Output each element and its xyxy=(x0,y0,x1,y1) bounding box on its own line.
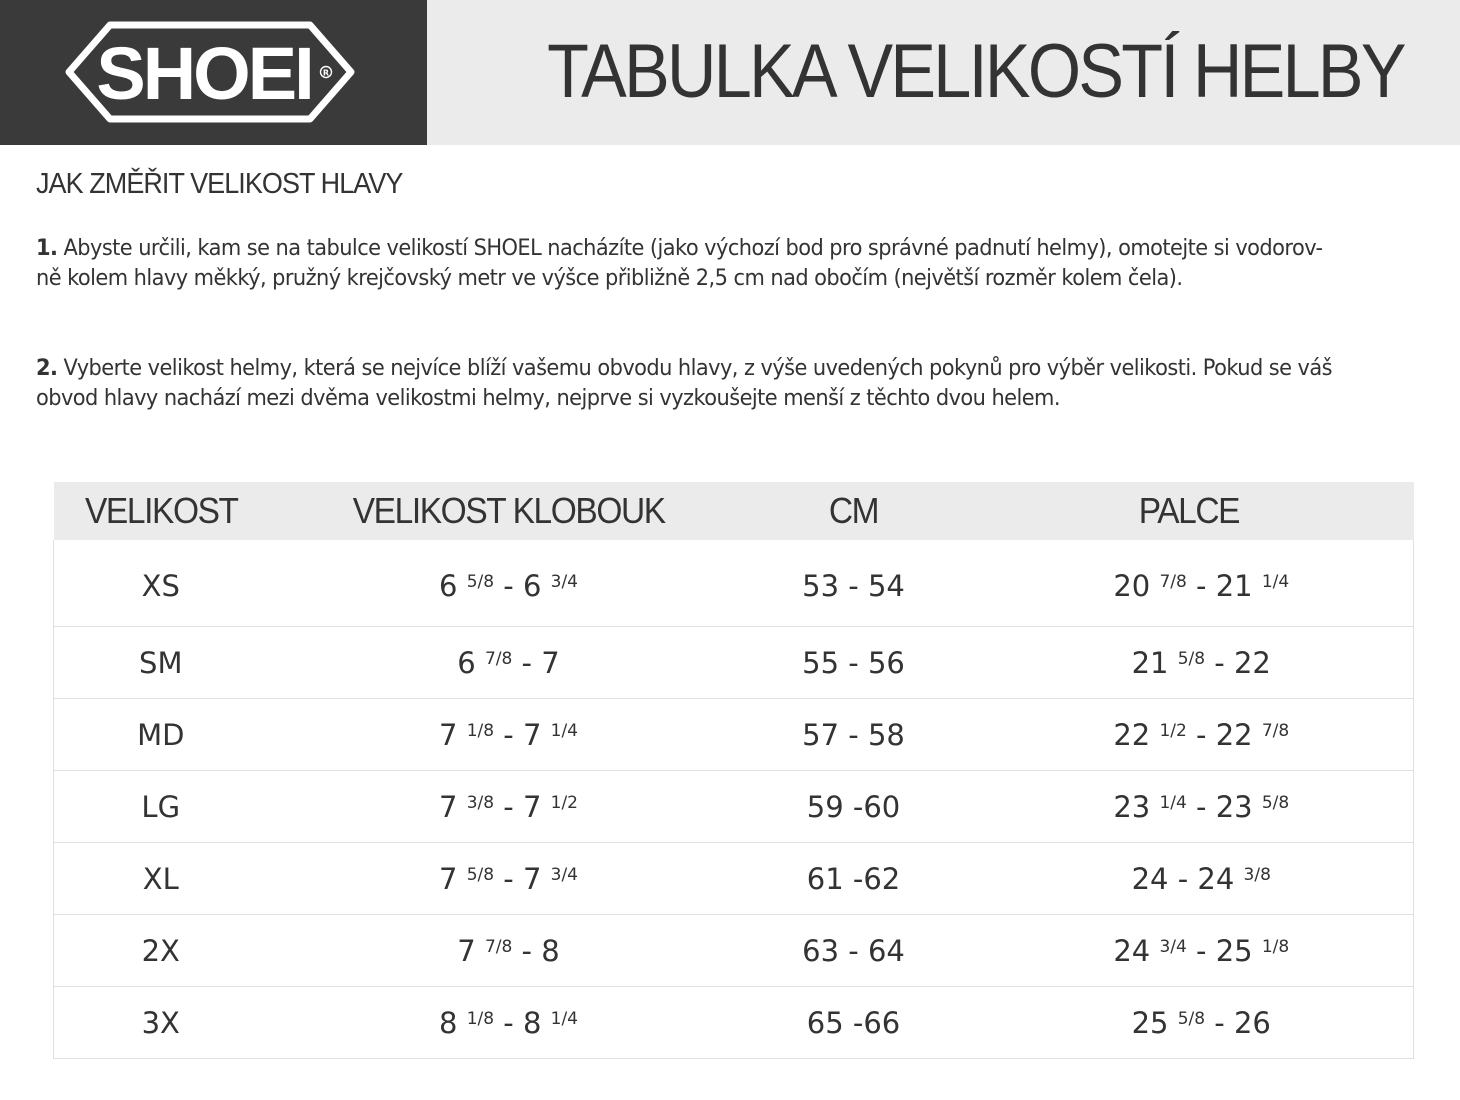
integer-value: 22 xyxy=(1113,717,1151,752)
integer-value: 25 xyxy=(1131,1005,1169,1040)
cell-palce: 23 $^{1/4}$ - 23 $^{5/8}$ xyxy=(964,771,1414,843)
fraction-value: 1/8 xyxy=(1261,936,1290,957)
integer-value: 7 xyxy=(522,789,542,824)
integer-value: 22 xyxy=(1233,645,1271,680)
fraction-value: 7/8 xyxy=(484,936,513,957)
cell-palce: 24 - 24 $^{3/8}$ xyxy=(964,843,1414,915)
step-number: 1. xyxy=(36,235,58,261)
integer-value: 6 xyxy=(522,569,542,603)
fraction-value: 1/2 xyxy=(550,792,578,813)
table-header-row xyxy=(54,482,1414,540)
page-title: TABULKA VELIKOSTÍ HELBY xyxy=(547,29,1404,114)
logo-text: SHOEI xyxy=(96,32,312,115)
integer-value: 6 xyxy=(457,645,476,680)
cell-cm: 57 - 58 xyxy=(744,699,964,771)
cell-hat-size: 6 $^{5/8}$ - 6 $^{3/4}$ xyxy=(274,540,744,627)
table-body xyxy=(54,540,1414,1059)
integer-value: 6 xyxy=(439,569,458,603)
cell-hat-size: 7 $^{7/8}$ - 8 xyxy=(274,915,744,987)
fraction-value: 1/8 xyxy=(466,720,495,741)
cell-cm: 59 -60 xyxy=(744,771,964,843)
fraction-value: 5/8 xyxy=(1177,1008,1206,1029)
integer-value: 23 xyxy=(1113,789,1151,824)
cell-size: XS xyxy=(54,540,274,627)
cell-cm: 53 - 54 xyxy=(744,540,964,627)
step-number: 2. xyxy=(36,355,58,381)
fraction-value: 7/8 xyxy=(484,648,513,669)
column-header-cm: CM xyxy=(744,482,964,540)
cell-palce: 20 $^{7/8}$ - 21 $^{1/4}$ xyxy=(964,540,1414,627)
integer-value: 24 xyxy=(1113,933,1151,968)
column-header-velikost: VELIKOST xyxy=(54,482,274,540)
fraction-value: 1/8 xyxy=(466,1008,495,1029)
integer-value: 24 xyxy=(1197,861,1235,896)
fraction-value: 1/4 xyxy=(550,1008,578,1029)
integer-value: 24 xyxy=(1131,861,1169,896)
cell-cm: 63 - 64 xyxy=(744,915,964,987)
table-row xyxy=(54,843,1414,915)
integer-value: 7 xyxy=(541,645,560,680)
integer-value: 7 xyxy=(439,789,458,824)
cell-hat-size: 6 $^{7/8}$ - 7 xyxy=(274,627,744,699)
table-row xyxy=(54,699,1414,771)
cell-palce: 24 $^{3/4}$ - 25 $^{1/8}$ xyxy=(964,915,1414,987)
integer-value: 8 xyxy=(541,933,560,968)
integer-value: 21 xyxy=(1215,569,1253,603)
column-header-velikost-klobouk: VELIKOST KLOBOUK xyxy=(274,482,744,540)
size-table xyxy=(53,482,1414,1059)
integer-value: 25 xyxy=(1215,933,1253,968)
fraction-value: 7/8 xyxy=(1261,720,1290,741)
fraction-value: 3/8 xyxy=(466,792,495,813)
fraction-value: 3/8 xyxy=(1243,864,1271,885)
cell-cm: 65 -66 xyxy=(744,987,964,1059)
integer-value: 7 xyxy=(439,717,458,752)
integer-value: 7 xyxy=(457,933,476,968)
fraction-value: 3/4 xyxy=(550,572,578,592)
cell-palce: 21 $^{5/8}$ - 22 xyxy=(964,627,1414,699)
integer-value: 7 xyxy=(522,861,542,896)
cell-size: LG xyxy=(54,771,274,843)
table-row xyxy=(54,771,1414,843)
integer-value: 8 xyxy=(522,1005,542,1040)
fraction-value: 5/8 xyxy=(1177,648,1206,669)
cell-size: 3X xyxy=(54,987,274,1059)
cell-palce: 25 $^{5/8}$ - 26 xyxy=(964,987,1414,1059)
integer-value: 20 xyxy=(1113,569,1151,603)
cell-cm: 55 - 56 xyxy=(744,627,964,699)
cell-hat-size: 7 $^{5/8}$ - 7 $^{3/4}$ xyxy=(274,843,744,915)
svg-text:R: R xyxy=(322,68,330,78)
cell-size: SM xyxy=(54,627,274,699)
integer-value: 7 xyxy=(439,861,458,896)
shoei-logo-mark xyxy=(64,20,356,124)
fraction-value: 3/4 xyxy=(550,864,578,885)
fraction-value: 1/4 xyxy=(1261,572,1290,592)
shoei-logo xyxy=(0,0,427,145)
fraction-value: 5/8 xyxy=(466,864,495,885)
cell-palce: 22 $^{1/2}$ - 22 $^{7/8}$ xyxy=(964,699,1414,771)
table-row xyxy=(54,915,1414,987)
cell-hat-size: 7 $^{1/8}$ - 7 $^{1/4}$ xyxy=(274,699,744,771)
integer-value: 22 xyxy=(1215,717,1253,752)
integer-value: 26 xyxy=(1233,1005,1271,1040)
step-text: Abyste určili, kam se na tabulce velikostí SHOEL nacházíte (jako výchozí bod pro správné padnutí helmy), omotejte si vodorov-ně kolem hlavy měkký, pružný krejčovský metr ve výšce přibližně 2,5 cm nad obočím (největší rozměr kolem čela). xyxy=(36,235,1323,291)
integer-value: 7 xyxy=(522,717,542,752)
cell-size: 2X xyxy=(54,915,274,987)
header xyxy=(0,0,1460,145)
integer-value: 23 xyxy=(1215,789,1253,824)
fraction-value: 7/8 xyxy=(1159,572,1187,592)
fraction-value: 5/8 xyxy=(1261,792,1290,813)
fraction-value: 1/4 xyxy=(550,720,578,741)
table-row xyxy=(54,540,1414,627)
instruction-step-2 xyxy=(36,353,1338,413)
step-text: Vyberte velikost helmy, která se nejvíce blíží vašemu obvodu hlavy, z výše uvedených pokynů pro výběr velikosti. Pokud se váš obvod hlavy nachází mezi dvěma velikostmi helmy, nejprve si vyzkoušejte menší z těchto dvou helem. xyxy=(36,355,1332,411)
cell-size: MD xyxy=(54,699,274,771)
cell-size: XL xyxy=(54,843,274,915)
instruction-step-1 xyxy=(36,233,1338,293)
table-row xyxy=(54,627,1414,699)
fraction-value: 1/2 xyxy=(1159,720,1187,741)
cell-hat-size: 7 $^{3/8}$ - 7 $^{1/2}$ xyxy=(274,771,744,843)
fraction-value: 5/8 xyxy=(466,572,495,592)
fraction-value: 3/4 xyxy=(1159,936,1187,957)
integer-value: 8 xyxy=(439,1005,458,1040)
section-heading: JAK ZMĚŘIT VELIKOST HLAVY xyxy=(36,168,403,200)
cell-hat-size: 8 $^{1/8}$ - 8 $^{1/4}$ xyxy=(274,987,744,1059)
title-banner xyxy=(427,0,1460,145)
table-row xyxy=(54,987,1414,1059)
column-header-palce: PALCE xyxy=(964,482,1414,540)
fraction-value: 1/4 xyxy=(1159,792,1187,813)
cell-cm: 61 -62 xyxy=(744,843,964,915)
integer-value: 21 xyxy=(1131,645,1169,680)
